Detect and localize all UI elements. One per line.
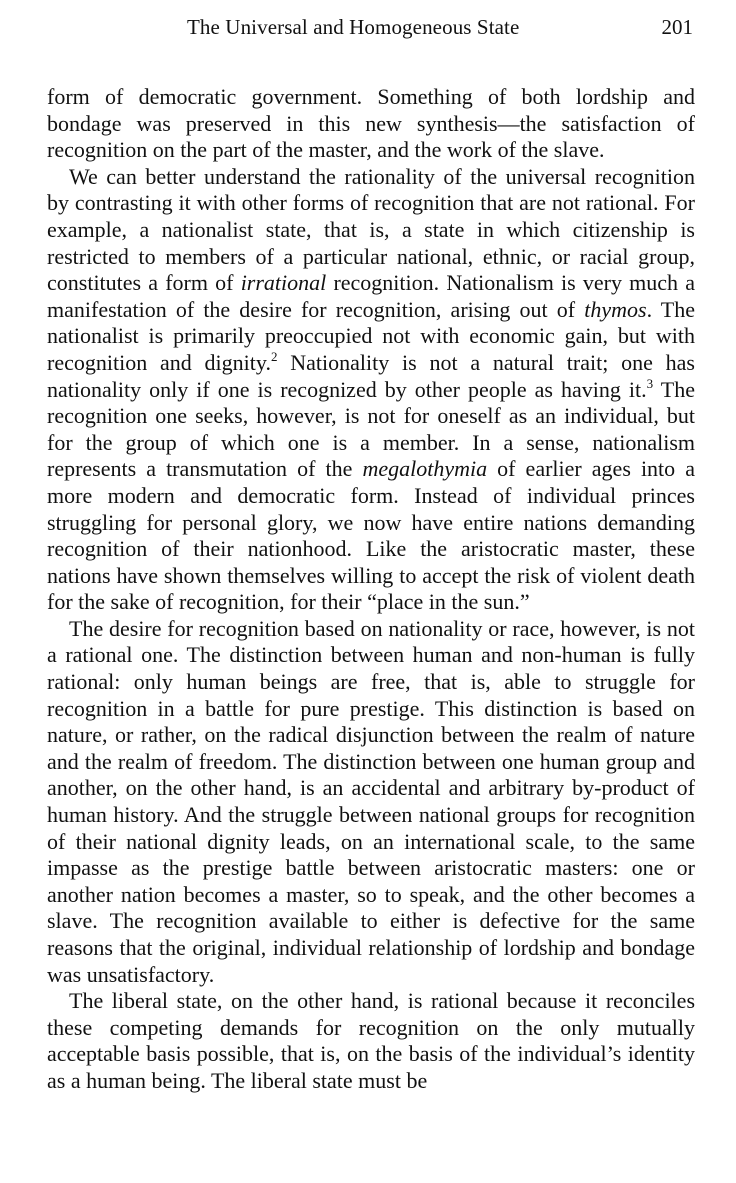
italic-term: thymos [584, 296, 647, 322]
running-title: The Universal and Homogeneous State [187, 15, 520, 39]
paragraph-1 [47, 84, 695, 164]
text-run: . The nationalist is primarily preoccupied not with economic gain, but with recognition and dignity. [47, 296, 695, 375]
paragraph-4 [47, 988, 695, 1094]
body-text [47, 84, 695, 1095]
text-run: The liberal state, on the other hand, is rational because it reconciles these competing demands for recognition on the only mutually acceptable basis possible, that is, on the basis of the individual’s identity as a human being. The liberal state must be [47, 988, 695, 1093]
text-run: We can better understand the rationality of the universal recognition by contrasting it with other forms of recognition that are not rational. For example, a nationalist state, that is, a state in which citizenship is restricted to members of a particular national, ethnic, or racial group, constitutes a form of [47, 163, 695, 296]
running-head [47, 14, 695, 40]
text-run: of earlier ages into a more modern and democratic form. Instead of individual princes struggling for personal glory, we now have entire nations demanding recognition of their nationhood. Like the aristocratic master, these nations have shown themselves willing to accept the risk of violent death for the sake of recognition, for their “place in the sun.” [47, 456, 695, 615]
paragraph-2 [47, 164, 695, 616]
footnote-marker: 3 [646, 375, 654, 391]
italic-term: irrational [240, 270, 327, 296]
footnote-marker: 2 [270, 348, 278, 364]
page-number: 201 [661, 15, 693, 39]
text-run: form of democratic government. Something of both lordship and bondage was preserved in this new synthesis—the satisfaction of recognition on the part of the master, and the work of the slave. [47, 84, 695, 163]
text-run: The recognition one seeks, however, is not for oneself as an individual, but for the group of which one is a member. In a sense, nationalism represents a transmutation of the [47, 376, 695, 482]
text-run: The desire for recognition based on nationality or race, however, is not a rational one. The distinction between human and non-human is fully rational: only human beings are free, that is, able to struggle for recognition in a battle for pure prestige. This distinction is based on nature, or rather, on the radical disjunction between the realm of nature and the realm of freedom. The distinction between one human group and another, on the other hand, is an accidental and arbitrary by-product of human history. And the struggle between national groups for recognition of their national dignity leads, on an international scale, to the same impasse as the prestige battle between aristocratic masters: one or another nation becomes a master, so to speak, and the other becomes a slave. The recognition available to either is defective for the same reasons that the original, individual relationship of lordship and bondage was unsatisfactory. [47, 615, 695, 987]
text-run: Nationality is not a natural trait; one has nationality only if one is recognized by other people as having it. [47, 349, 695, 402]
paragraph-3 [47, 616, 695, 988]
italic-term: megalothymia [362, 456, 488, 482]
text-run: recognition. Nationalism is very much a manifestation of the desire for recognition, arising out of [47, 270, 695, 322]
